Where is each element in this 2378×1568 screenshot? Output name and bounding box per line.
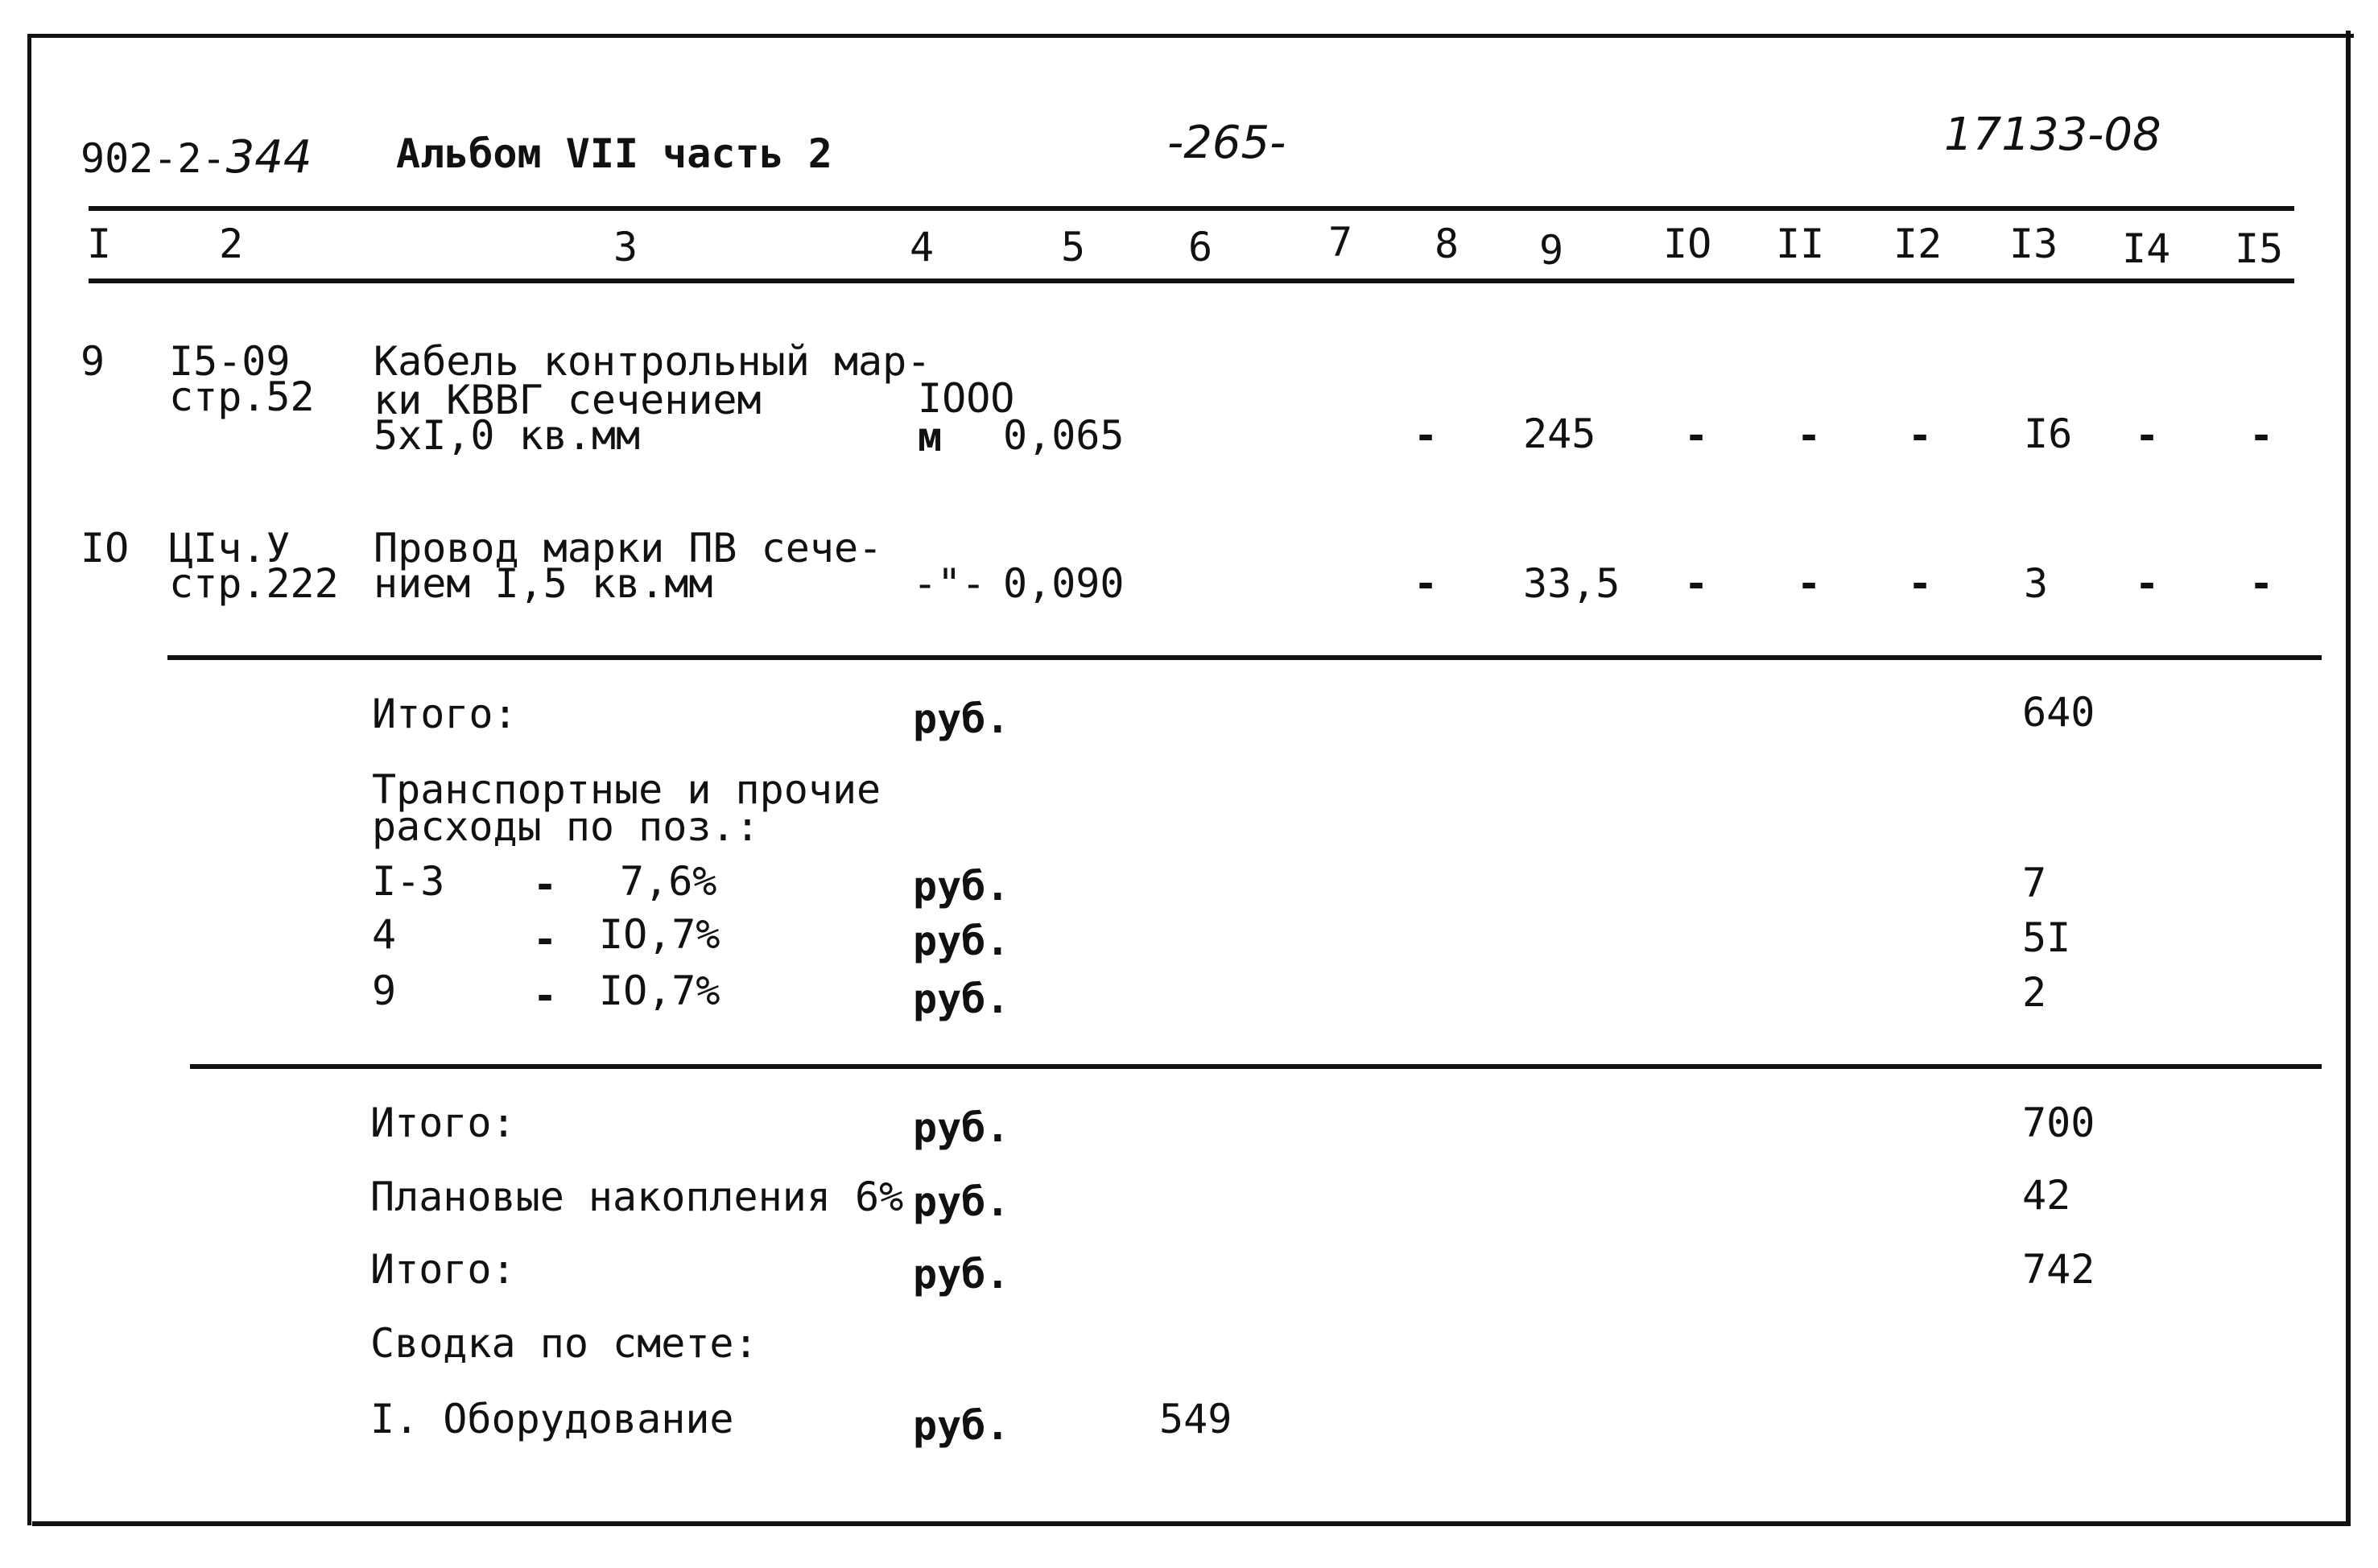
summary-value: 700: [2022, 1100, 2095, 1146]
table-row-ref: стр.222: [169, 560, 339, 607]
frame-right-border: [2346, 31, 2351, 1526]
album-title: Альбом VII часть 2: [396, 130, 832, 177]
table-row-cell: -: [1908, 412, 1933, 459]
transport-dash: -: [533, 861, 558, 908]
table-row-cell: 33,5: [1523, 560, 1620, 607]
doc-code: [81, 131, 312, 184]
col-header-10: IO: [1663, 221, 1712, 267]
header-top-rule: [89, 206, 2294, 211]
table-row-cell: -: [1684, 560, 1709, 607]
col-header-5: 5: [1061, 224, 1086, 270]
frame-left-border: [27, 34, 31, 1525]
svodka-item-label: I. Оборудование: [370, 1396, 734, 1442]
table-row-ref: ЦIч.У: [169, 525, 291, 571]
col-header-12: I2: [1893, 221, 1942, 267]
transport-value: 5I: [2022, 914, 2071, 961]
col-header-2: 2: [219, 221, 244, 267]
summary-unit: руб.: [913, 1251, 1010, 1298]
transport-pos: 4: [372, 911, 397, 958]
svodka-label: Сводка по смете:: [370, 1320, 758, 1367]
transport-pos: 9: [372, 968, 397, 1014]
transport-pct: IO,7%: [599, 911, 720, 958]
table-row-cell: -: [2135, 412, 2160, 459]
col-header-3: 3: [613, 224, 638, 270]
transport-pct: 7,6%: [620, 858, 717, 905]
transport-label: Транспортные и прочие: [372, 766, 881, 813]
section-rule: [167, 655, 2322, 660]
table-row-cell: -: [1908, 560, 1933, 607]
col-header-1: I: [87, 221, 112, 267]
svodka-item-unit: руб.: [913, 1402, 1010, 1449]
summary-value: 640: [2022, 689, 2095, 736]
table-row-cell: -: [2249, 560, 2274, 607]
col-header-7: 7: [1328, 219, 1353, 266]
summary-unit: руб.: [913, 695, 1010, 742]
table-row-cell: -: [1684, 412, 1709, 459]
summary-label: Итого:: [372, 691, 518, 737]
summary-label: Итого:: [370, 1100, 516, 1146]
table-row-cell: 245: [1523, 411, 1596, 457]
transport-dash: -: [533, 916, 558, 963]
header-bottom-rule: [89, 279, 2294, 283]
table-row-cell: I6: [2024, 411, 2073, 457]
transport-unit: руб.: [913, 863, 1010, 910]
table-row-desc: нием I,5 кв.мм: [374, 560, 713, 607]
table-row-cell: -: [1797, 560, 1822, 607]
transport-label: расходы по поз.:: [372, 803, 760, 850]
transport-pos: I-3: [372, 858, 445, 905]
table-row-unit: м: [918, 414, 943, 460]
summary-unit: руб.: [913, 1104, 1010, 1151]
transport-unit: руб.: [913, 918, 1010, 964]
doc-code-suffix: 344: [225, 131, 312, 184]
transport-value: 7: [2022, 860, 2047, 906]
table-row-desc: 5хI,0 кв.мм: [374, 412, 641, 459]
transport-unit: руб.: [913, 976, 1010, 1022]
table-row-cell: -: [2135, 560, 2160, 607]
col-header-4: 4: [910, 224, 935, 270]
table-row-desc: Провод марки ПВ сече-: [374, 525, 883, 571]
col-header-11: II: [1776, 221, 1825, 267]
summary-unit: руб.: [913, 1178, 1010, 1225]
table-row-num: IO: [81, 525, 130, 571]
table-row-cell: -: [2249, 412, 2274, 459]
table-row-desc: ки КВВГ сечением: [374, 377, 762, 423]
col-header-15: I5: [2235, 225, 2284, 272]
table-row-unit: IOOO: [918, 375, 1015, 422]
transport-value: 2: [2022, 969, 2047, 1016]
col-header-14: I4: [2122, 225, 2171, 272]
table-row-cell: -: [1414, 560, 1439, 607]
transport-pct: IO,7%: [599, 968, 720, 1014]
table-row-cell: 3: [2024, 560, 2049, 607]
col-header-6: 6: [1188, 224, 1213, 270]
table-row-unit: -"-: [913, 560, 986, 607]
col-header-8: 8: [1435, 221, 1459, 267]
frame-top-border: [27, 34, 2354, 38]
col-header-13: I3: [2009, 221, 2058, 267]
table-row-num: 9: [81, 338, 105, 385]
summary-value: 742: [2022, 1246, 2095, 1293]
sheet-code: 17133-08: [1944, 109, 2161, 161]
summary-label: Плановые накопления 6%: [370, 1174, 904, 1220]
table-row-cell: 0,090: [1003, 560, 1125, 607]
frame-bottom-border: [32, 1521, 2351, 1526]
table-row-ref: стр.52: [169, 373, 315, 420]
transport-dash: -: [533, 972, 558, 1019]
summary-label: Итого:: [370, 1246, 516, 1293]
doc-code-prefix: 902-2-: [81, 135, 226, 182]
table-row-ref: I5-09: [169, 338, 291, 385]
table-row-desc: Кабель контрольный мар-: [374, 338, 931, 385]
section-rule: [190, 1064, 2322, 1069]
page-number: -265-: [1167, 117, 1286, 169]
col-header-9: 9: [1539, 227, 1564, 274]
table-row-cell: -: [1414, 412, 1439, 459]
summary-value: 42: [2022, 1172, 2071, 1219]
table-row-cell: 0,065: [1003, 412, 1125, 459]
svodka-item-value: 549: [1159, 1396, 1232, 1442]
table-row-cell: -: [1797, 412, 1822, 459]
